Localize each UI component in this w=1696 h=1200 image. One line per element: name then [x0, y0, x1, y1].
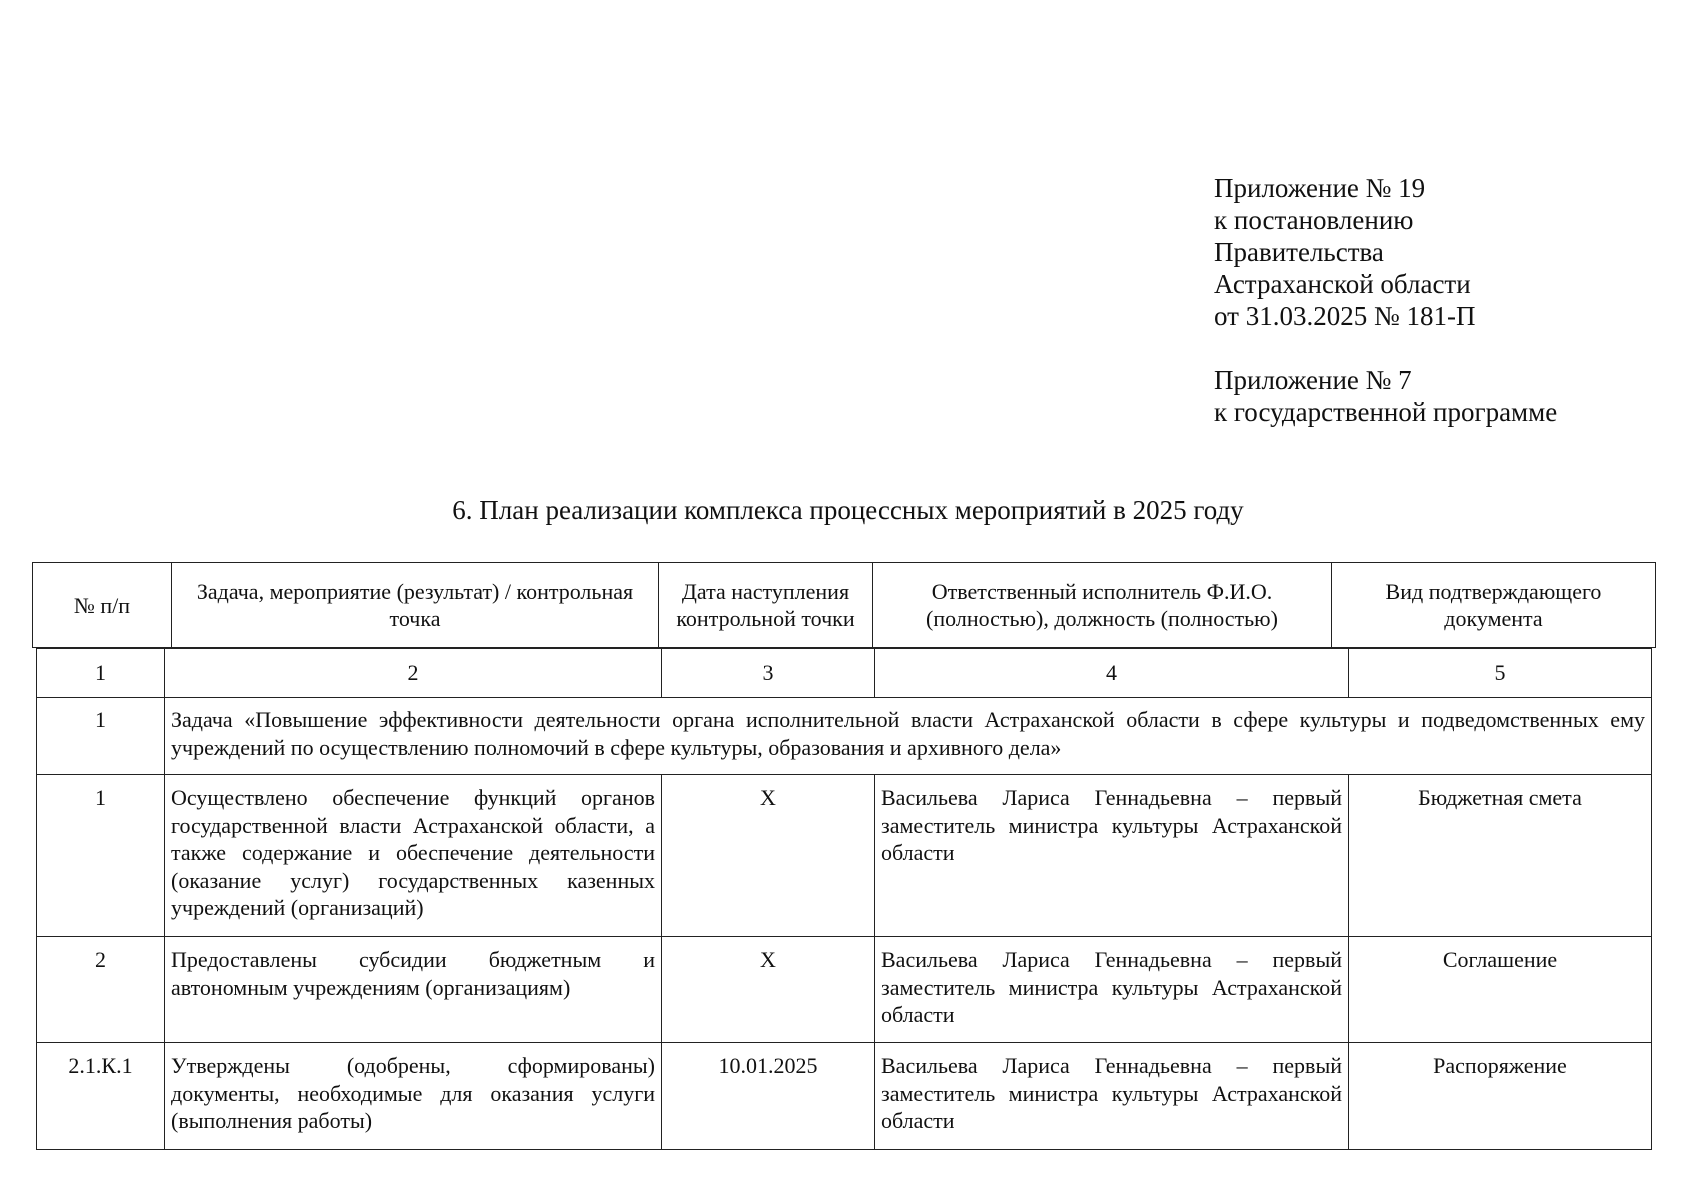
plan-table	[36, 648, 1652, 1150]
column-number: 5	[1349, 649, 1652, 698]
appendix-line: Правительства	[1214, 237, 1384, 267]
row-date: Х	[662, 937, 875, 1043]
header-cell-num: № п/п	[33, 563, 172, 648]
column-number: 2	[165, 649, 662, 698]
row-event: Осуществлено обеспечение функций органов государственной власти Астраханской области, а также содержание и обеспечение деятельности (оказание услуг) государственных казенных учреждений (организаций)	[165, 775, 662, 937]
column-number: 4	[875, 649, 1349, 698]
appendix-line: к государственной программе	[1214, 397, 1558, 427]
appendix-line: Приложение № 7	[1214, 365, 1412, 395]
appendix-line: к постановлению	[1214, 205, 1414, 235]
row-responsible: Васильева Лариса Геннадьевна – первый заместитель министра культуры Астраханской области	[875, 937, 1349, 1043]
header-cell-date: Дата наступления контрольной точки	[659, 563, 873, 648]
task-row	[37, 698, 1652, 775]
task-number: 1	[37, 698, 165, 775]
column-number: 1	[37, 649, 165, 698]
task-text: Задача «Повышение эффективности деятельности органа исполнительной власти Астраханской области в сфере культуры и подведомственных ему учреждений по осуществлению полномочий в сфере культуры, образования и архивного дела»	[165, 698, 1652, 775]
row-responsible: Васильева Лариса Геннадьевна – первый заместитель министра культуры Астраханской области	[875, 775, 1349, 937]
table-row	[37, 775, 1652, 937]
appendix-block	[1214, 172, 1557, 428]
header-cell-document: Вид подтверждающего документа	[1332, 563, 1656, 648]
appendix-line: Приложение № 19	[1214, 173, 1426, 203]
row-document: Бюджетная смета	[1349, 775, 1652, 937]
row-responsible: Васильева Лариса Геннадьевна – первый заместитель министра культуры Астраханской области	[875, 1043, 1349, 1150]
column-number-row	[37, 649, 1652, 698]
table-row	[37, 937, 1652, 1043]
table-header	[32, 562, 1656, 648]
header-cell-event: Задача, мероприятие (результат) / контрольная точка	[172, 563, 659, 648]
row-date: Х	[662, 775, 875, 937]
appendix-line: от 31.03.2025 № 181-П	[1214, 301, 1476, 331]
table-row	[37, 1043, 1652, 1150]
row-number: 2	[37, 937, 165, 1043]
section-title: 6. План реализации комплекса процессных мероприятий в 2025 году	[452, 495, 1244, 525]
row-event: Предоставлены субсидии бюджетным и автономным учреждениям (организациям)	[165, 937, 662, 1043]
column-number: 3	[662, 649, 875, 698]
row-date: 10.01.2025	[662, 1043, 875, 1150]
row-event: Утверждены (одобрены, сформированы) документы, необходимые для оказания услуги (выполнения работы)	[165, 1043, 662, 1150]
appendix-line: Астраханской области	[1214, 269, 1471, 299]
header-cell-responsible: Ответственный исполнитель Ф.И.О. (полностью), должность (полностью)	[873, 563, 1332, 648]
row-number: 2.1.К.1	[37, 1043, 165, 1150]
header-row	[33, 563, 1656, 648]
row-document: Распоряжение	[1349, 1043, 1652, 1150]
row-number: 1	[37, 775, 165, 937]
row-document: Соглашение	[1349, 937, 1652, 1043]
